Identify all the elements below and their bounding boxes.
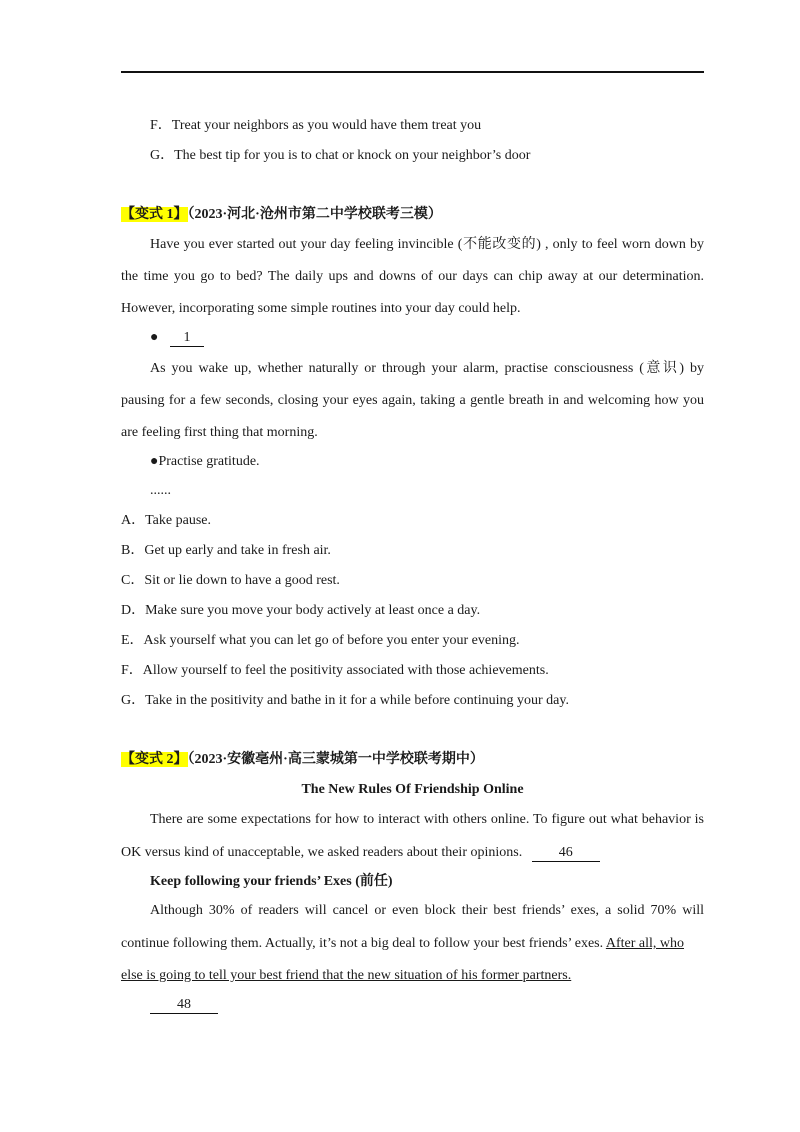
variant1-tag: 【变式 1】 (121, 207, 188, 222)
variant2-header (121, 751, 484, 769)
variant2-para1-line2-text: OK versus kind of unacceptable, we asked readers about their opinions. (121, 845, 523, 860)
variant1-para1-line2: the time you go to bed? The daily ups and downs of our days can chip away at our determination. (121, 269, 704, 284)
answer-blank-48-row (150, 996, 218, 1014)
underlined-sentence-end: else is going to tell your best friend that the new situation of his former partners. (121, 968, 572, 983)
variant1-para2-line1: As you wake up, whether naturally or through your alarm, practise consciousness (意识) by (150, 361, 704, 376)
section-heading: Keep following your friends’ Exes (前任) (150, 874, 393, 889)
answer-blank-1: 1 (170, 330, 204, 347)
option-g: G．Take in the positivity and bathe in it for a while before continuing your day. (121, 693, 569, 708)
option-f: F．Allow yourself to feel the positivity associated with those achievements. (121, 663, 549, 678)
variant2-para2-line2 (121, 935, 684, 953)
option-a: A．Take pause. (121, 513, 211, 528)
option-b: B．Get up early and take in fresh air. (121, 543, 331, 558)
variant1-para1-line3: However, incorporating some simple routines into your day could help. (121, 301, 521, 316)
variant1-para2-line3: are feeling first thing that morning. (121, 425, 318, 440)
passage-title: The New Rules Of Friendship Online (301, 782, 524, 797)
variant2-para1-line1: There are some expectations for how to interact with others online. To figure out what behavior is (150, 812, 704, 827)
variant1-para1-line1: Have you ever started out your day feeling invincible (不能改变的) , only to feel worn down by (150, 237, 704, 252)
variant1-ellipsis: ...... (150, 483, 171, 498)
variant2-tag: 【变式 2】 (121, 752, 188, 767)
underlined-sentence-start: After all, who (605, 936, 685, 951)
header-rule (121, 71, 704, 73)
variant1-source: （2023·河北·沧州市第二中学校联考三模） (187, 207, 442, 222)
prev-option-g: G．The best tip for you is to chat or knock on your neighbor’s door (150, 148, 531, 163)
variant1-bullet-blank (150, 329, 204, 347)
variant1-para2-line2: pausing for a few seconds, closing your eyes again, taking a gentle breath in and welcoming how you (121, 393, 704, 408)
variant2-para1-line2 (121, 844, 600, 862)
answer-blank-46: 46 (532, 845, 600, 862)
prev-option-f: F．Treat your neighbors as you would have them treat you (150, 118, 482, 133)
variant2-para2-line1: Although 30% of readers will cancel or even block their best friends’ exes, a solid 70% will (150, 903, 704, 918)
variant2-para2-line2-text: continue following them. Actually, it’s not a big deal to follow your best friends’ exes. (121, 936, 604, 951)
variant1-header (121, 206, 442, 224)
option-d: D．Make sure you move your body actively at least once a day. (121, 603, 481, 618)
bullet-icon: ● (150, 330, 159, 345)
option-c: C．Sit or lie down to have a good rest. (121, 573, 340, 588)
variant2-source: （2023·安徽亳州·高三蒙城第一中学校联考期中） (187, 752, 484, 767)
option-e: E．Ask yourself what you can let go of before you enter your evening. (121, 633, 520, 648)
variant1-bullet2: ●Practise gratitude. (150, 454, 260, 469)
answer-blank-48: 48 (150, 997, 218, 1014)
